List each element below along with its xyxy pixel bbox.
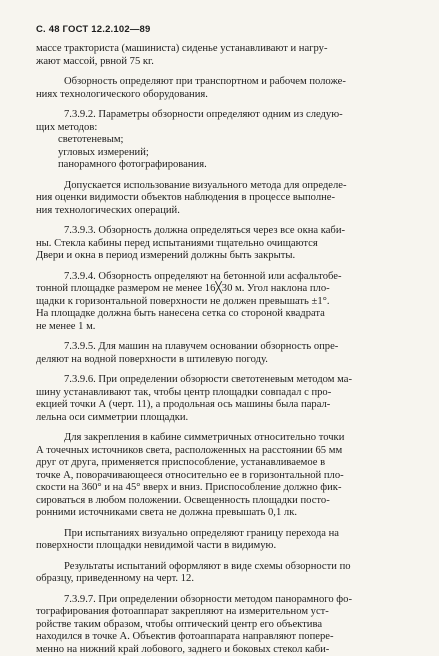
text-line: менно на нижний край лобового, заднего и боковых стекол каби- — [36, 644, 403, 656]
text-line: А точечных источников света, расположенных на расстоянии 65 мм — [36, 445, 403, 458]
text-line: находился в точке А. Объектив фотоаппарата направляют попере- — [36, 631, 403, 644]
paragraph — [36, 225, 403, 263]
text-line: 7.3.9.6. При определении обзорюсти светотеневым методом ма- — [36, 374, 403, 387]
text-line: ния технологических операций. — [36, 205, 403, 218]
list-item: светотеневым; — [36, 134, 403, 147]
text-line: сироваться в любом положении. Освещенность площадки посто- — [36, 495, 403, 508]
text-line: Для закрепления в кабине симметричных относительно точки — [36, 432, 403, 445]
text-line: 7.3.9.2. Параметры обзорности определяют одним из следую- — [36, 109, 403, 122]
text-line: шину устанавливают так, чтобы центр площадки совпадал с про- — [36, 387, 403, 400]
paragraph — [36, 43, 403, 68]
text-line: На площадке должна быть нанесена сетка со стороной квадрата — [36, 308, 403, 321]
text-line: екцией точки А (черт. 11), а продольная ось машины была парал- — [36, 399, 403, 412]
text-line: массе тракториста (машиниста) сиденье устанавливают и нагру- — [36, 43, 403, 56]
text-line: ройстве таким образом, чтобы оптический центр его объектива — [36, 619, 403, 632]
text-line: 7.3.9.5. Для машин на плавучем основании обзорность опре- — [36, 341, 403, 354]
paragraph — [36, 180, 403, 218]
paragraph — [36, 374, 403, 424]
text-line: Допускается использование визуального метода для определе- — [36, 180, 403, 193]
paragraph — [36, 109, 403, 172]
text-line: деляют на водной поверхности в штилевую погоду. — [36, 354, 403, 367]
text-line: тонной площадке размером не менее 16╳30 м. Угол наклона пло- — [36, 283, 403, 296]
text-line: не менее 1 м. — [36, 321, 403, 334]
text-line: При испытаниях визуально определяют границу перехода на — [36, 528, 403, 541]
paragraph — [36, 271, 403, 334]
paragraph — [36, 561, 403, 586]
text-line: друг от друга, применяется приспособление, устанавливаемое в — [36, 457, 403, 470]
paragraph — [36, 528, 403, 553]
text-line: 7.3.9.3. Обзорность должна определяться через все окна каби- — [36, 225, 403, 238]
paragraph — [36, 594, 403, 656]
text-line: 7.3.9.7. При определении обзорности методом панорамного фо- — [36, 594, 403, 607]
text-line: образцу, приведенному на черт. 12. — [36, 573, 403, 586]
list-item: панорамного фотографирования. — [36, 159, 403, 172]
paragraph — [36, 76, 403, 101]
text-line: лельна оси симметрии площадки. — [36, 412, 403, 425]
text-line: Результаты испытаний оформляют в виде схемы обзорности по — [36, 561, 403, 574]
text-line: ния оценки видимости объектов наблюдения в процессе выполне- — [36, 192, 403, 205]
text-line: скости на 360° и на 45° вверх и вниз. Приспособление должно фик- — [36, 482, 403, 495]
page-header: С. 48 ГОСТ 12.2.102—89 — [36, 24, 403, 35]
text-line: жают массой, рвной 75 кг. — [36, 56, 403, 69]
text-line: поверхности площадки невидимой части в видимую. — [36, 540, 403, 553]
text-line: точке А, поворачивающееся относительно ее в горизонтальной пло- — [36, 470, 403, 483]
text-line: щих методов: — [36, 122, 403, 135]
text-line: тографирования фотоаппарат закрепляют на измерительном уст- — [36, 606, 403, 619]
list-item: угловых измерений; — [36, 147, 403, 160]
text-line: ронними источниками света не должна превышать 0,1 лк. — [36, 507, 403, 520]
paragraph — [36, 432, 403, 520]
text-line: 7.3.9.4. Обзорность определяют на бетонной или асфальтобе- — [36, 271, 403, 284]
text-line: Обзорность определяют при транспортном и рабочем положе- — [36, 76, 403, 89]
text-line: Двери и окна в период измерений должны быть закрыты. — [36, 250, 403, 263]
text-line: ниях технологического оборудования. — [36, 89, 403, 102]
text-line: ны. Стекла кабины перед испытаниями тщательно очищаются — [36, 238, 403, 251]
text-line: щадки к горизонтальной поверхности не должен превышать ±1°. — [36, 296, 403, 309]
paragraph — [36, 341, 403, 366]
